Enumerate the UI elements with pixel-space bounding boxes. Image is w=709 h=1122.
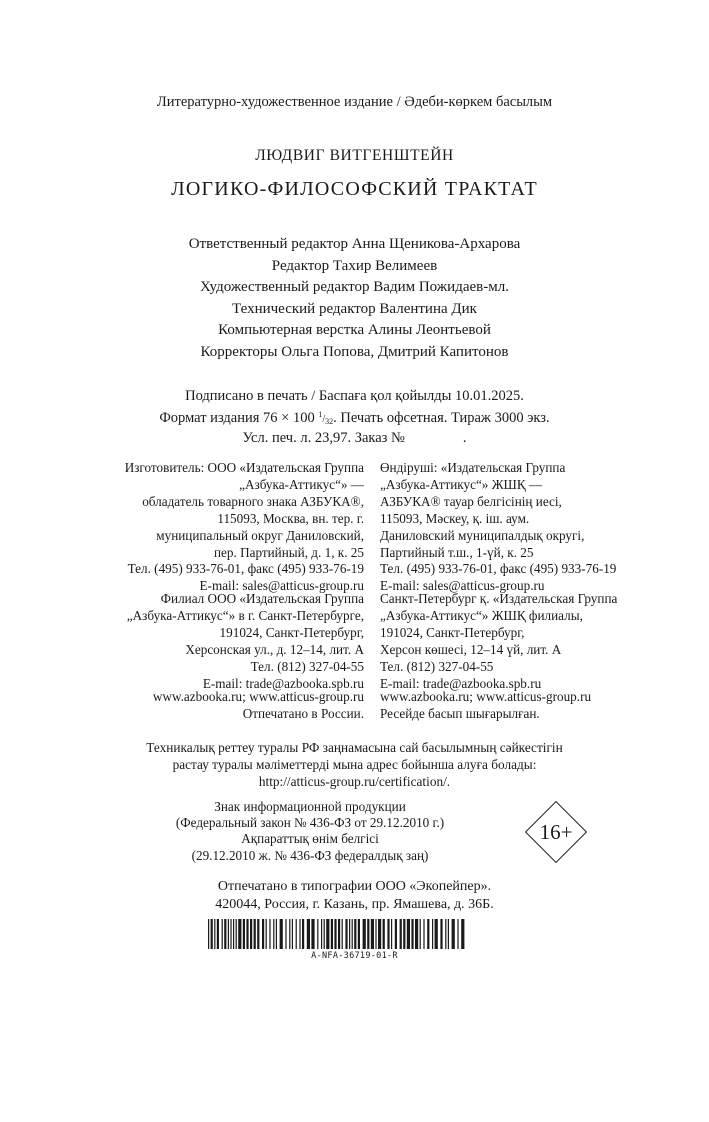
- edition-line: Литературно-художественное издание / Әдеби-көркем басылым: [156, 94, 553, 110]
- barcode-bar: [299, 919, 300, 949]
- manufacturer-ru: [125, 460, 364, 595]
- barcode-bar: [358, 919, 360, 949]
- certification-note: [0, 740, 709, 791]
- barcode-bar: [331, 919, 333, 949]
- manufacturer-kz-line: АЗБУКА® тауар белгісінің иесі,: [380, 493, 562, 509]
- certification-line: Техникалық реттеу туралы РФ заңнамасына сай басылымның сәйкестігін: [146, 740, 563, 755]
- print-details: [0, 388, 709, 448]
- barcode-bar: [435, 919, 438, 949]
- manufacturer-ru-line: обладатель товарного знака АЗБУКА®,: [142, 493, 364, 509]
- barcode-bar: [400, 919, 402, 949]
- certification-line: http://atticus-group.ru/certification/.: [258, 773, 451, 789]
- barcode-bar: [411, 919, 413, 949]
- barcode-bar: [391, 919, 392, 949]
- age-rating-badge: [524, 800, 588, 864]
- branch-kz-line: „Азбука-Аттикус“» ЖШҚ филиалы,: [380, 607, 583, 623]
- barcode-bar: [230, 919, 231, 949]
- barcode-bar: [238, 919, 241, 949]
- manufacturer-ru-line: муниципальный округ Даниловский,: [156, 527, 364, 543]
- barcode-bar: [367, 919, 369, 949]
- barcode-bar: [423, 919, 424, 949]
- format-fraction: $^1/_{32}$: [318, 409, 334, 426]
- barcode-bar: [250, 919, 252, 949]
- branch-ru-line: Тел. (812) 327-04-55: [250, 658, 364, 674]
- format-numerator: 1: [318, 409, 323, 419]
- manufacturer-kz: [380, 460, 616, 595]
- staff-line: Технический редактор Валентина Дик: [232, 300, 477, 317]
- barcode-bar: [280, 919, 283, 949]
- barcode-bar: [407, 919, 410, 949]
- web-ru-line: www.azbooka.ru; www.atticus-group.ru: [152, 689, 364, 704]
- branch-ru-line: 191024, Санкт-Петербург,: [219, 624, 364, 640]
- manufacturer-kz-line: „Азбука-Аттикус“» ЖШҚ —: [380, 476, 543, 492]
- info-label-line: (Федеральный закон № 436-ФЗ от 29.12.2010 г.): [175, 815, 445, 831]
- staff-line: Корректоры Ольга Попова, Дмитрий Капитонов: [200, 343, 509, 360]
- barcode-bar: [326, 919, 329, 949]
- barcode-bar: [233, 919, 234, 949]
- barcode-bar: [448, 919, 449, 949]
- staff-line: Художественный редактор Вадим Пожидаев-мл.: [200, 279, 509, 296]
- barcode-bar: [317, 919, 318, 949]
- branch-kz: [380, 591, 617, 692]
- barcode-bar: [311, 919, 314, 949]
- barcode-bar: [371, 919, 374, 949]
- barcode-bar: [302, 919, 304, 949]
- author-name: ЛЮДВИГ ВИТГЕНШТЕЙН: [255, 147, 454, 164]
- printing-house: [0, 878, 709, 913]
- staff-line: Ответственный редактор Анна Щеникова-Архарова: [188, 236, 521, 252]
- manufacturer-kz-line: E-mail: sales@atticus-group.ru: [380, 578, 545, 594]
- barcode-bar: [324, 919, 325, 949]
- manufacturer-kz-line: Өндіруші: «Издательская Группа: [380, 460, 566, 475]
- manufacturer-ru-line: E-mail: sales@atticus-group.ru: [199, 578, 364, 594]
- barcode-icon: [208, 919, 466, 949]
- web-ru-line: Отпечатано в России.: [242, 705, 364, 721]
- barcode-bar: [228, 919, 229, 949]
- age-rating: 16+: [539, 820, 573, 844]
- barcode-bar: [415, 919, 418, 949]
- info-label-line: Ақпараттық өнім белгісі: [241, 831, 379, 847]
- barcode-bar: [457, 919, 458, 949]
- branch-ru-line: „Азбука-Аттикус“» в г. Санкт-Петербурге,: [126, 607, 364, 623]
- barcode-bar: [440, 919, 442, 949]
- branch-ru-line: Филиал ООО «Издательская Группа: [160, 591, 364, 606]
- format-suffix: . Печать офсетная. Тираж 3000 экз.: [333, 409, 550, 426]
- barcode-bar: [269, 919, 270, 949]
- editorial-staff: [0, 234, 709, 364]
- barcode-bar: [445, 919, 446, 949]
- manufacturer-ru-line: Изготовитель: ООО «Издательская Группа: [124, 460, 364, 475]
- barcode-bar: [292, 919, 293, 949]
- barcode-bar: [338, 919, 340, 949]
- branch-kz-line: 191024, Санкт-Петербург,: [380, 624, 525, 640]
- barcode-bar: [266, 919, 267, 949]
- web-kz-line: Ресейде басып шығарылған.: [380, 705, 540, 721]
- barcode-bar: [349, 919, 350, 949]
- barcode-bar: [375, 919, 376, 949]
- barcode-bar: [262, 919, 264, 949]
- manufacturer-kz-line: 115093, Мәскеу, қ. іш. аум.: [380, 510, 530, 526]
- barcode-bar: [285, 919, 286, 949]
- web-kz: [380, 689, 591, 723]
- format-line: [0, 406, 709, 431]
- barcode-bar: [211, 919, 213, 949]
- manufacturer-ru-line: Тел. (495) 933-76-01, факс (495) 933-76-19: [127, 561, 364, 577]
- barcode-bar: [307, 919, 310, 949]
- barcode-bar: [345, 919, 347, 949]
- barcode-bar: [276, 919, 277, 949]
- barcode-bar: [342, 919, 343, 949]
- manufacturer-kz-line: Даниловский муниципалдық округі,: [380, 527, 585, 543]
- barcode-bar: [222, 919, 223, 949]
- barcode-bar: [352, 919, 353, 949]
- branch-kz-line: E-mail: trade@azbooka.spb.ru: [380, 675, 542, 691]
- format-denominator: 32: [325, 416, 334, 426]
- barcode-bar: [334, 919, 336, 949]
- barcode-bar: [395, 919, 397, 949]
- barcode-bar: [296, 919, 297, 949]
- barcode-bar: [432, 919, 433, 949]
- web-ru: [153, 689, 364, 723]
- branch-ru-line: Херсонская ул., д. 12–14, лит. А: [185, 641, 364, 657]
- barcode-bar: [387, 919, 389, 949]
- manufacturer-ru-line: „Азбука-Аттикус“» —: [239, 476, 364, 492]
- manufacturer-kz-line: Тел. (495) 933-76-01, факс (495) 933-76-19: [380, 561, 617, 577]
- barcode-bar: [214, 919, 215, 949]
- printing-house-line: 420044, Россия, г. Казань, пр. Ямашева, д. 36Б.: [215, 896, 494, 912]
- barcode-bar: [321, 919, 322, 949]
- info-label-line: (29.12.2010 ж. № 436-ФЗ федералдық заң): [191, 847, 429, 863]
- barcode-bar: [273, 919, 274, 949]
- branch-ru-line: E-mail: trade@azbooka.spb.ru: [202, 675, 364, 691]
- printing-house-line: Отпечатано в типографии ООО «Экопейпер».: [217, 879, 492, 894]
- barcode-bar: [427, 919, 429, 949]
- barcode-bar: [452, 919, 455, 949]
- signed-line: Подписано в печать / Баспаға қол қойылды 10.01.2025.: [185, 388, 524, 404]
- barcode-bar: [217, 919, 219, 949]
- barcode-bar: [378, 919, 381, 949]
- order-line: Усл. печ. л. 23,97. Заказ № .: [242, 430, 467, 446]
- barcode-bar: [208, 919, 209, 949]
- barcode-bar: [363, 919, 366, 949]
- barcode-bar: [236, 919, 237, 949]
- barcode-text: A-NFA-36719-01-R: [311, 951, 398, 961]
- branch-kz-line: Санкт-Петербург қ. «Издательская Группа: [380, 591, 618, 606]
- barcode-bar: [420, 919, 421, 949]
- barcode-bar: [461, 919, 464, 949]
- barcode-bar: [383, 919, 385, 949]
- barcode-bar: [224, 919, 226, 949]
- staff-line: Компьютерная верстка Алины Леонтьевой: [218, 322, 491, 339]
- format-prefix: Формат издания 76 × 100: [159, 409, 319, 426]
- web-kz-line: www.azbooka.ru; www.atticus-group.ru: [380, 689, 592, 704]
- staff-line: Редактор Тахир Велимеев: [271, 257, 438, 274]
- barcode-bar: [289, 919, 290, 949]
- book-title: ЛОГИКО-ФИЛОСОФСКИЙ ТРАКТАТ: [171, 178, 538, 200]
- manufacturer-kz-line: Партийный т.ш., 1-үй, к. 25: [380, 544, 534, 560]
- manufacturer-ru-line: пер. Партийный, д. 1, к. 25: [213, 544, 364, 560]
- branch-kz-line: Тел. (812) 327-04-55: [380, 658, 494, 674]
- barcode-bar: [403, 919, 405, 949]
- barcode-bar: [354, 919, 356, 949]
- barcode-bar: [243, 919, 245, 949]
- branch-kz-line: Херсон көшесі, 12–14 үй, лит. А: [380, 641, 562, 657]
- info-label-line: Знак информационной продукции: [214, 799, 406, 814]
- branch-ru: [127, 591, 364, 692]
- barcode-bar: [246, 919, 248, 949]
- barcode-bar: [254, 919, 256, 949]
- certification-line: растау туралы мәліметтерді мына адрес бойынша алуға болады:: [172, 756, 537, 772]
- manufacturer-ru-line: 115093, Москва, вн. тер. г.: [217, 510, 364, 526]
- barcode-bar: [257, 919, 259, 949]
